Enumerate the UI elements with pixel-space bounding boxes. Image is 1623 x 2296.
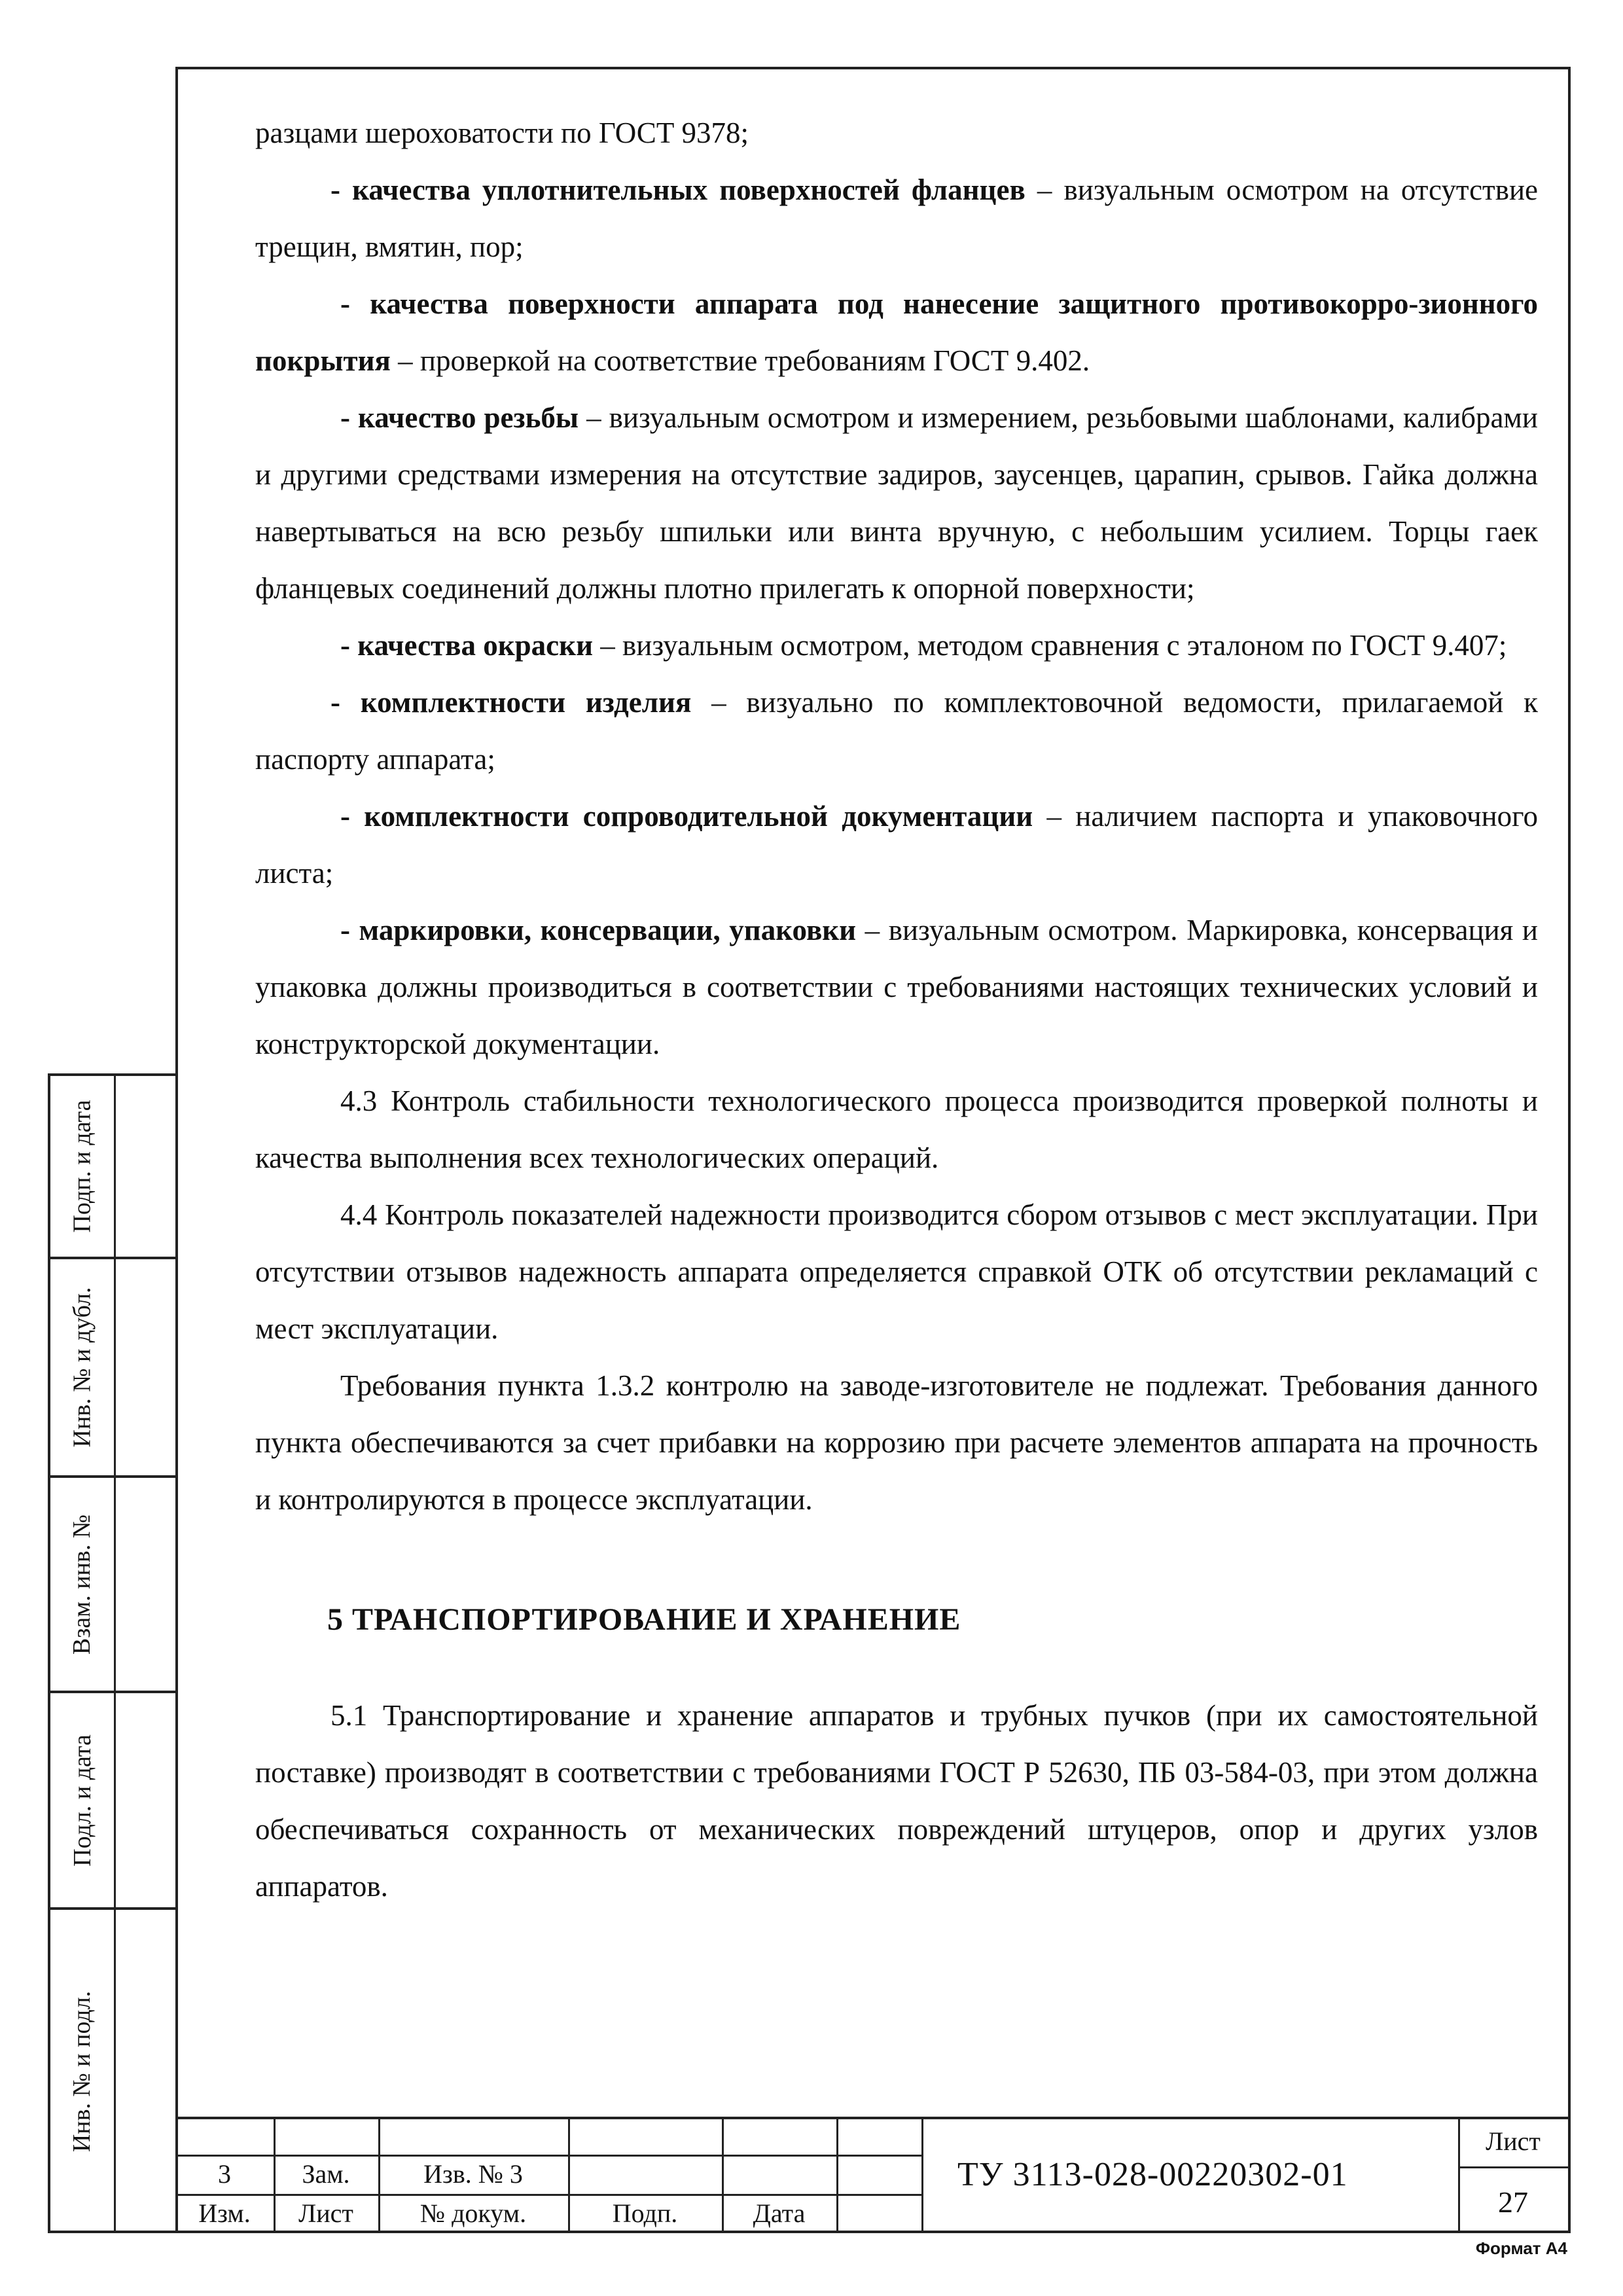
sheet-label: Лист [1486, 2126, 1541, 2156]
paragraph-4: - качество резьбы – визуальным осмотром и измерением, резьбовыми шаблонами, калибрами и другими средствами измерения на отсутствие задиров, заусенцев, царапин, срывов. Гайка должна навертываться на всю резьбу шпильки или винта вручную, с небольшим усилием. Торцы гаек фланцевых соединений должны плотно прилегать к опорной поверхности; [255, 401, 1538, 605]
paragraph-10: 4.4 Контроль показателей надежности производится сбором отзывов с мест эксплуатации. При отсутствии отзывов надежность аппарата определяется справкой ОТК об отсутствии рекламаций с мест эксплуатации. [255, 1198, 1538, 1345]
side-cell-podp-data-1 [50, 1076, 116, 1257]
paragraph-9: 4.3 Контроль стабильности технологического процесса производится проверкой полноты и качества выполнения всех технологических операций. [255, 1085, 1538, 1174]
paragraph-7: - комплектности сопроводительной документации – наличием паспорта и упаковочного листа; [255, 800, 1538, 889]
paragraph-2: - качества уплотнительных поверхностей фланцев – визуальным осмотром на отсутствие трещин, вмятин, пор; [255, 173, 1539, 263]
side-cell-inv-podl [50, 1910, 116, 2233]
paragraph-12: 5.1 Транспортирование и хранение аппаратов и трубных пучков (при их самостоятельной поставке) производят в соответствии с требованиями ГОСТ Р 52630, ПБ 03-584-03, при этом должна обеспечиваться сохранность от механических повреждений штуцеров, опор и других узлов аппаратов. [255, 1699, 1538, 1903]
side-label-inv-podl: Инв. № и подл. [68, 1990, 96, 2153]
side-stamp-column [48, 1073, 175, 2233]
paragraph-8: - маркировки, консервации, упаковки – визуальным осмотром. Маркировка, консервация и упаковка должны производиться в соответствии с требованиями настоящих технических условий и конструкторской документации. [255, 914, 1538, 1060]
paragraph-1: разцами шероховатости по ГОСТ 9378; [255, 117, 749, 149]
stamp-izm-value: 3 [218, 2159, 231, 2189]
side-label-vzam-inv: Взам. инв. № [68, 1514, 96, 1655]
stamp-doc-label: № докум. [419, 2198, 527, 2228]
paragraph-11: Требования пункта 1.3.2 контролю на заводе-изготовителе не подлежат. Требования данного пункта обеспечиваются за счет прибавки на коррозию при расчете элементов аппарата на прочность и контролируются в процессе эксплуатации. [255, 1369, 1538, 1516]
stamp-podp-label: Подп. [612, 2198, 678, 2228]
stamp-list-value: Зам. [302, 2159, 350, 2189]
paragraph-3: - качества поверхности аппарата под нанесение защитного противокорро-зионного покрытия – проверкой на соответствие требованиям ГОСТ 9.402. [255, 287, 1538, 377]
side-cell-podp-data-2 [50, 1693, 116, 1907]
side-label-podp-data-2: Подл. и дата [68, 1734, 96, 1867]
sheet-number: 27 [1498, 2185, 1528, 2219]
side-label-podp-data-1: Подп. и дата [68, 1100, 96, 1233]
paragraph-5: - качества окраски – визуальным осмотром, методом сравнения с эталоном по ГОСТ 9.407; [340, 629, 1507, 662]
side-cell-inv-dubl [50, 1259, 116, 1475]
stamp-date-label: Дата [753, 2198, 806, 2228]
stamp-list-label: Лист [298, 2198, 353, 2228]
document-code: ТУ 3113-028-00220302-01 [957, 2156, 1348, 2193]
stamp-doc-value: Изв. № 3 [423, 2159, 523, 2189]
paragraph-6: - комплектности изделия – визуально по комплектовочной ведомости, прилагаемой к паспорту аппарата; [255, 686, 1538, 776]
format-label: Формат А4 [1475, 2238, 1567, 2258]
title-block [175, 2117, 1571, 2233]
side-cell-vzam-inv [50, 1478, 116, 1691]
side-label-inv-dubl: Инв. № и дубл. [68, 1287, 96, 1448]
document-body [255, 105, 1538, 1915]
stamp-izm-label: Изм. [198, 2198, 251, 2228]
section-heading: 5 ТРАНСПОРТИРОВАНИЕ И ХРАНЕНИЕ [327, 1602, 961, 1637]
